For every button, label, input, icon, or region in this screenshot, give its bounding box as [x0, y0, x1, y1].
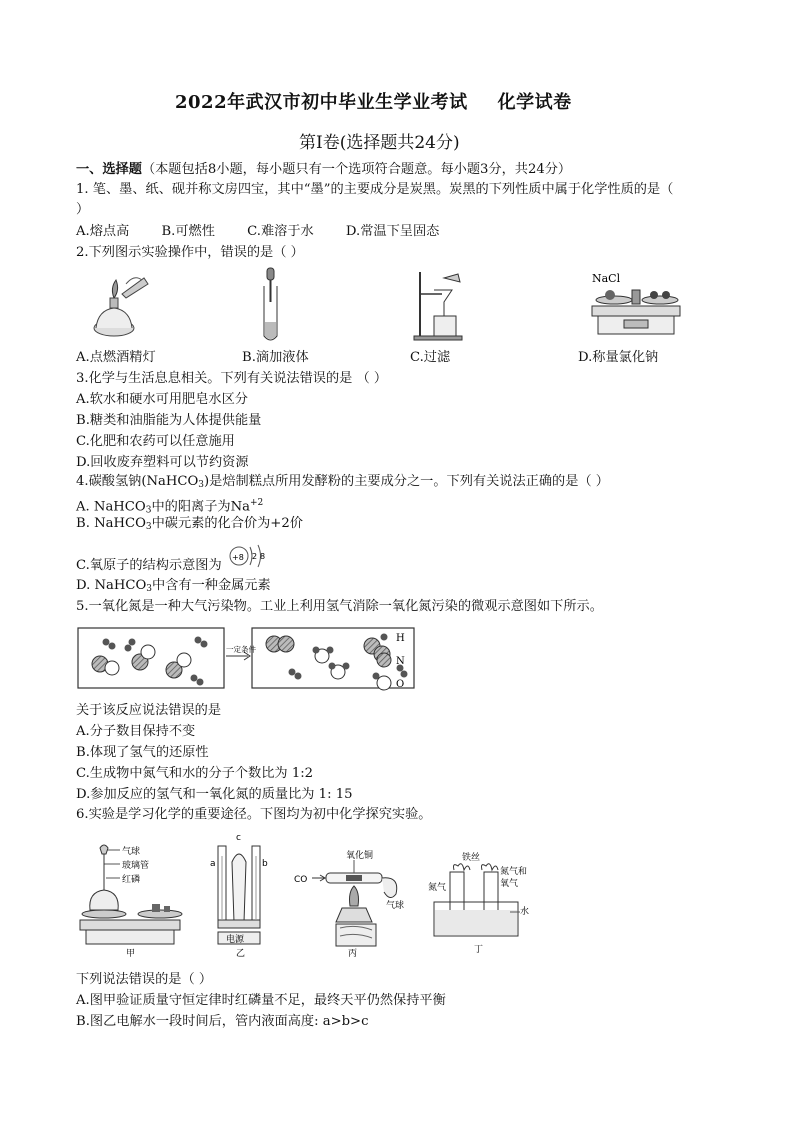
q5-lead: 关于该反应说法错误的是 — [76, 703, 222, 718]
ding-label-n2o2-b: 氧气 — [500, 879, 519, 889]
ding-label-iron: 铁丝 — [462, 853, 481, 863]
section-heading — [76, 161, 571, 179]
q4-optB-a: B. NaHCO — [76, 516, 146, 531]
q5-stem: 5.一氧化氮是一种大气污染物。工业上利用氢气消除一氧化氮污染的微观示意图如下所示。 — [76, 599, 603, 614]
q2-option-c: C.过滤 — [410, 350, 451, 365]
caption-jia: 甲 — [126, 949, 136, 958]
ding-label-n2o2-a: 氮气和 — [500, 867, 528, 877]
figure-yi-electrolysis — [206, 832, 276, 958]
q2-option-d: D.称量氯化钠 — [578, 350, 659, 365]
q5-option-b: B.体现了氢气的还原性 — [76, 745, 209, 760]
atom-legend — [374, 628, 414, 692]
q4-optA-a: A. NaHCO — [76, 499, 146, 515]
nacl-label: NaCl — [592, 272, 621, 285]
q4-optB-b: 中碳元素的化合价为+2价 — [151, 516, 303, 531]
q4-stem — [76, 473, 609, 494]
figure-ding-iron-rust — [424, 848, 534, 958]
q1-options — [76, 223, 439, 241]
figure-jia-balance — [76, 840, 186, 958]
q6-stem: 6.实验是学习化学的重要途径。下图均为初中化学探究实验。 — [76, 807, 432, 822]
q4-option-d — [76, 577, 271, 598]
q1-option-d: D.常温下呈固态 — [345, 224, 440, 239]
nitrogen-atom-icon — [377, 653, 391, 667]
yi-label-c: c — [236, 833, 241, 843]
atom-shell2-label: 8 — [260, 552, 266, 561]
jia-label-phosphorus: 红磷 — [122, 875, 141, 885]
q2-stem: 2.下列图示实验操作中，错误的是（ ） — [76, 245, 304, 260]
q4-optA-b: 中的阳离子为Na — [151, 499, 250, 515]
bing-label-balloon: 气球 — [386, 901, 405, 911]
yi-label-b: b — [262, 859, 268, 869]
q5-option-a: A.分子数目保持不变 — [76, 724, 196, 739]
oxygen-atom-diagram — [228, 543, 272, 573]
balance-nacl-figure — [584, 268, 684, 344]
q2-option-a: A.点燃酒精灯 — [76, 350, 156, 365]
q4-optA-sup: +2 — [249, 498, 264, 508]
jia-label-balloon: 气球 — [122, 847, 141, 857]
section-note: （本题包括8小题，每小题只有一个选项符合题意。每小题3分，共24分） — [141, 162, 572, 177]
yi-label-power: 电源 — [226, 935, 245, 945]
bing-label-co: CO — [294, 875, 308, 885]
q6-option-a: A.图甲验证质量守恒定律时红磷量不足，最终天平仍然保持平衡 — [76, 993, 446, 1008]
q3-option-d: D.回收废弃塑料可以节约资源 — [76, 455, 249, 470]
caption-yi: 乙 — [236, 949, 246, 958]
ding-label-water: 水 — [520, 907, 530, 917]
q4-stem-sub: 3 — [198, 480, 205, 490]
oxygen-atom-icon — [377, 676, 391, 690]
q6-lead: 下列说法错误的是（ ） — [76, 972, 213, 987]
section-subtitle: 第Ⅰ卷(选择题共24分) — [299, 133, 460, 153]
figure-bing-co-reduction — [292, 846, 412, 958]
q4-option-b — [76, 515, 303, 536]
q1-option-c: C.难溶于水 — [247, 224, 314, 239]
legend-n: N — [396, 656, 405, 667]
q3-option-c: C.化肥和农药可以任意施用 — [76, 434, 235, 449]
legend-o: O — [396, 679, 405, 690]
q5-option-d: D.参加反应的氢气和一氧化氮的质量比为 1: 15 — [76, 787, 353, 802]
yi-label-a: a — [210, 859, 216, 869]
bing-label-cuo: 氧化铜 — [346, 851, 374, 861]
exam-title — [175, 88, 572, 114]
caption-ding: 丁 — [474, 945, 484, 955]
q3-option-b: B.糖类和油脂能为人体提供能量 — [76, 413, 262, 428]
section-heading-label: 一、选择题 — [76, 162, 142, 177]
q5-option-c: C.生成物中氮气和水的分子个数比为 1:2 — [76, 766, 314, 781]
q4-optD-sub: 3 — [146, 584, 153, 594]
reaction-micro-diagram — [76, 624, 416, 692]
jia-label-tube: 玻璃管 — [122, 861, 150, 871]
legend-h: H — [396, 633, 405, 644]
q2-option-b: B.滴加液体 — [242, 350, 309, 365]
q4-option-c: C.氧原子的结构示意图为 — [76, 558, 222, 573]
filtration-figure — [408, 270, 468, 342]
title-right: 化学试卷 — [497, 92, 572, 113]
dropper-test-tube-figure — [256, 266, 286, 344]
q4-stem-a: 4.碳酸氢钠(NaHCO — [76, 474, 199, 489]
q1-stem: 1. 笔、墨、纸、砚并称文房四宝，其中“墨”的主要成分是炭黑。炭黑的下列性质中属于化学性质的是（ — [76, 182, 674, 197]
condition-label: 一定条件 — [226, 645, 256, 654]
q3-stem: 3.化学与生活息息相关。下列有关说法错误的是 （ ） — [76, 371, 388, 386]
q4-optA-sub: 3 — [145, 505, 152, 516]
q4-optB-sub: 3 — [145, 522, 152, 532]
q4-optD-b: 中含有一种金属元素 — [152, 578, 271, 593]
alcohol-lamp-figure — [86, 270, 156, 342]
q1-option-a: A.熔点高 — [76, 224, 130, 239]
caption-bing: 丙 — [348, 949, 358, 958]
q1-option-b: B.可燃性 — [161, 224, 215, 239]
atom-nucleus-label: +8 — [232, 553, 244, 562]
q3-option-a: A.软水和硬水可用肥皂水区分 — [76, 392, 248, 407]
title-left: 2022年武汉市初中毕业生学业考试 — [175, 92, 468, 113]
q4-stem-b: )是焙制糕点所用发酵粉的主要成分之一。下列有关说法正确的是（ ） — [204, 474, 609, 489]
q4-optD-a: D. NaHCO — [76, 578, 147, 593]
q1-stem-end: ） — [76, 202, 90, 217]
q6-option-b: B.图乙电解水一段时间后，管内液面高度: a>b>c — [76, 1014, 369, 1029]
atom-shell1-label: 2 — [252, 552, 258, 561]
ding-label-n2: 氮气 — [428, 883, 447, 893]
hydrogen-atom-icon — [381, 634, 388, 641]
